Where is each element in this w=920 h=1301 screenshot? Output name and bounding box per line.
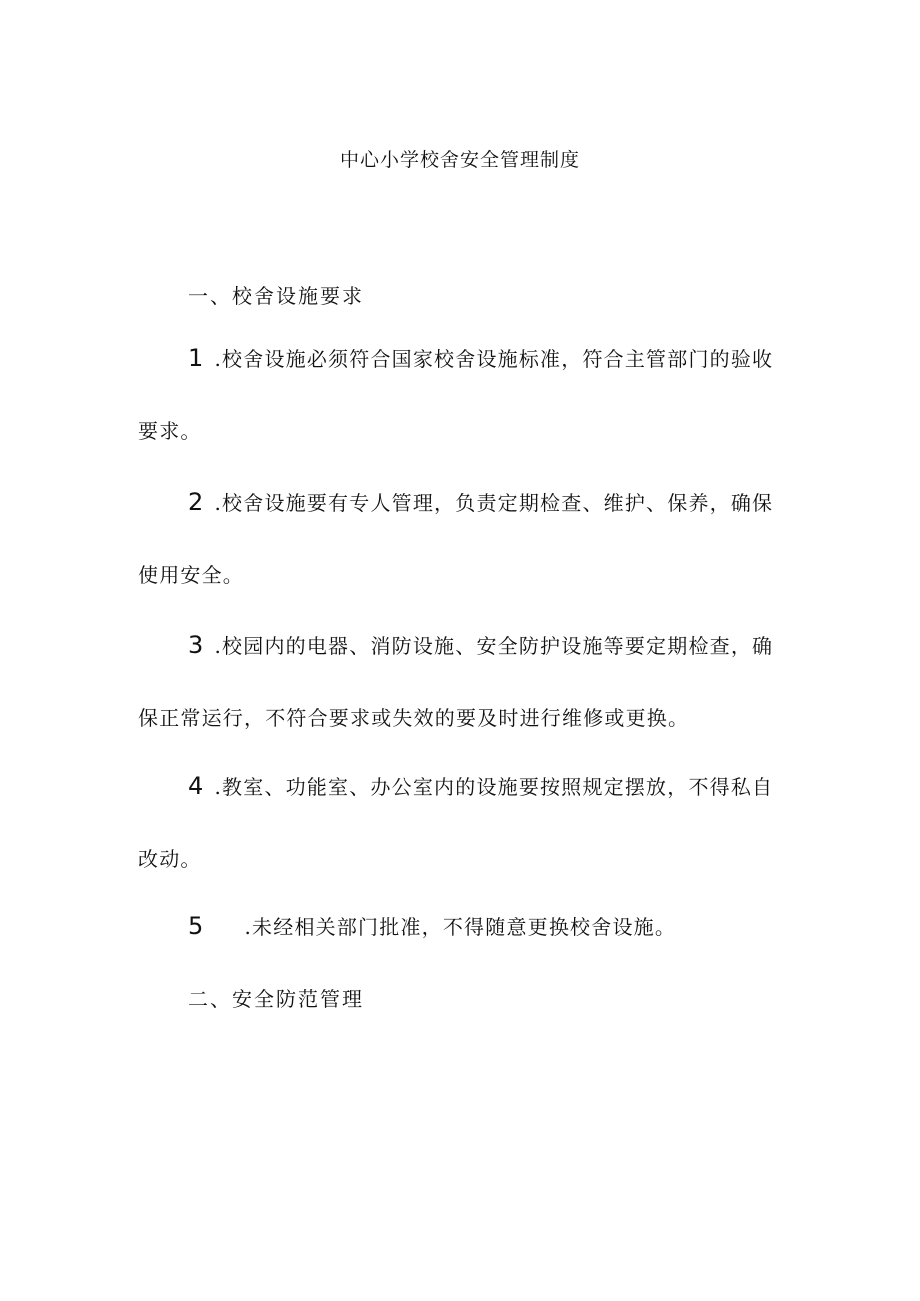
list-item-3-line-2: 保正常运行，不符合要求或失效的要及时进行维修或更换。 <box>138 706 690 730</box>
list-item-2-text: .校舍设施要有专人管理，负责定期检查、维护、保养，确保 <box>214 491 774 515</box>
list-item-1-text: .校舍设施必须符合国家校舍设施标准，符合主管部门的验收 <box>214 347 774 371</box>
list-item-3-number: 3 <box>188 631 205 659</box>
list-item-2-number: 2 <box>188 488 205 516</box>
list-item-2-line-2: 使用安全。 <box>138 563 244 587</box>
list-item-5-text: .未经相关部门批准，不得随意更换校舍设施。 <box>244 915 677 939</box>
list-item-1-line-1 <box>188 343 773 372</box>
section-heading-2: 二、安全防范管理 <box>188 987 364 1011</box>
list-item-4-line-2: 改动。 <box>138 847 202 871</box>
list-item-1-number: 1 <box>188 344 205 372</box>
list-item-1-line-2: 要求。 <box>138 419 202 443</box>
list-item-5-line-1 <box>188 911 676 940</box>
section-heading-1: 一、校舍设施要求 <box>188 284 364 308</box>
document-title: 中心小学校舍安全管理制度 <box>339 149 580 171</box>
list-item-3-text: .校园内的电器、消防设施、安全防护设施等要定期检查，确 <box>214 634 774 658</box>
list-item-3-line-1 <box>188 630 773 659</box>
list-item-4-number: 4 <box>188 772 205 800</box>
list-item-5-number: 5 <box>188 912 205 940</box>
list-item-4-line-1 <box>188 771 773 800</box>
list-item-4-text: .教室、功能室、办公室内的设施要按照规定摆放，不得私自 <box>214 775 774 799</box>
list-item-2-line-1 <box>188 487 773 516</box>
